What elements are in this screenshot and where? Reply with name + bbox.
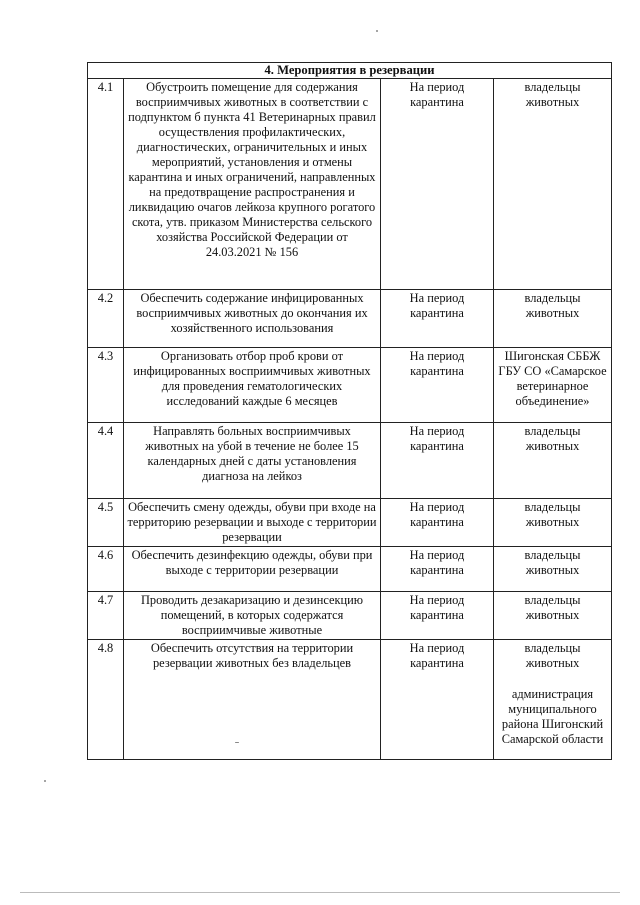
responsible-party: владельцы животных: [524, 424, 581, 453]
row-number: 4.1: [88, 79, 124, 290]
row-number: 4.4: [88, 423, 124, 499]
measure-text: Направлять больных восприимчивых животных на убой в течение не более 15 календарных дней с даты установления диагноза на лейкоз: [124, 423, 381, 499]
responsible-party: Шигонская СББЖ ГБУ СО «Самарское ветеринарное объединение»: [498, 349, 607, 408]
page-edge-line: [20, 892, 620, 893]
table-row: [88, 499, 612, 547]
row-number: 4.3: [88, 348, 124, 423]
scan-speck: [44, 780, 46, 782]
row-number: 4.8: [88, 640, 124, 760]
measure-responsible: [494, 592, 612, 640]
row-number: 4.6: [88, 547, 124, 592]
measure-text: Обустроить помещение для содержания восприимчивых животных в соответствии с подпунктом б пункта 41 Ветеринарных правил осуществления профилактических, диагностических, ограничительных и иных мероприятий, установления и отмены карантина и иных ограничений, направленных на предотвращение распространения и ликвидацию очагов лейкоза крупного рогатого скота, утв. приказом Министерства сельского хозяйства Российской Федерации от 24.03.2021 № 156: [124, 79, 381, 290]
table-row: [88, 348, 612, 423]
measure-term: На период карантина: [381, 592, 494, 640]
table-row: [88, 423, 612, 499]
measure-term: На период карантина: [381, 348, 494, 423]
measure-term: На период карантина: [381, 423, 494, 499]
measure-responsible: [494, 348, 612, 423]
measure-responsible: [494, 499, 612, 547]
measure-term: На период карантина: [381, 547, 494, 592]
responsible-party: администрация муниципального района Шигонский Самарской области: [501, 687, 604, 746]
measure-text: Обеспечить дезинфекцию одежды, обуви при выходе с территории резервации: [124, 547, 381, 592]
measure-responsible: [494, 79, 612, 290]
measure-term: На период карантина: [381, 640, 494, 760]
responsible-party: владельцы животных: [524, 593, 581, 622]
responsible-party: владельцы животных: [524, 291, 581, 320]
measures-table: [87, 62, 612, 760]
measure-responsible: [494, 547, 612, 592]
row-number: 4.5: [88, 499, 124, 547]
spacer: [497, 671, 608, 687]
measure-text: Обеспечить смену одежды, обуви при входе на территорию резервации и выходе с территории резервации: [124, 499, 381, 547]
row-number: 4.2: [88, 290, 124, 348]
scan-speck: [235, 742, 239, 743]
responsible-party: владельцы животных: [524, 80, 581, 109]
measure-term: На период карантина: [381, 499, 494, 547]
measure-text: Проводить дезакаризацию и дезинсекцию помещений, в которых содержатся восприимчивые животные: [124, 592, 381, 640]
measure-responsible: [494, 640, 612, 760]
measure-text: Обеспечить отсутствия на территории резервации животных без владельцев: [124, 640, 381, 760]
measure-responsible: [494, 423, 612, 499]
measure-text: Обеспечить содержание инфицированных восприимчивых животных до окончания их хозяйственного использования: [124, 290, 381, 348]
section-header-row: [88, 63, 612, 79]
measure-term: На период карантина: [381, 79, 494, 290]
responsible-party: владельцы животных: [524, 500, 581, 529]
responsible-party: владельцы животных: [524, 548, 581, 577]
measure-text: Организовать отбор проб крови от инфицированных восприимчивых животных для проведения гематологических исследований каждые 6 месяцев: [124, 348, 381, 423]
measure-term: На период карантина: [381, 290, 494, 348]
table-row: [88, 592, 612, 640]
table-row: [88, 290, 612, 348]
section-title: 4. Мероприятия в резервации: [88, 63, 612, 79]
table-row: [88, 547, 612, 592]
measure-responsible: [494, 290, 612, 348]
table-row: [88, 79, 612, 290]
table-row: [88, 640, 612, 760]
scan-speck: [376, 30, 378, 32]
responsible-party: владельцы животных: [524, 641, 581, 670]
row-number: 4.7: [88, 592, 124, 640]
